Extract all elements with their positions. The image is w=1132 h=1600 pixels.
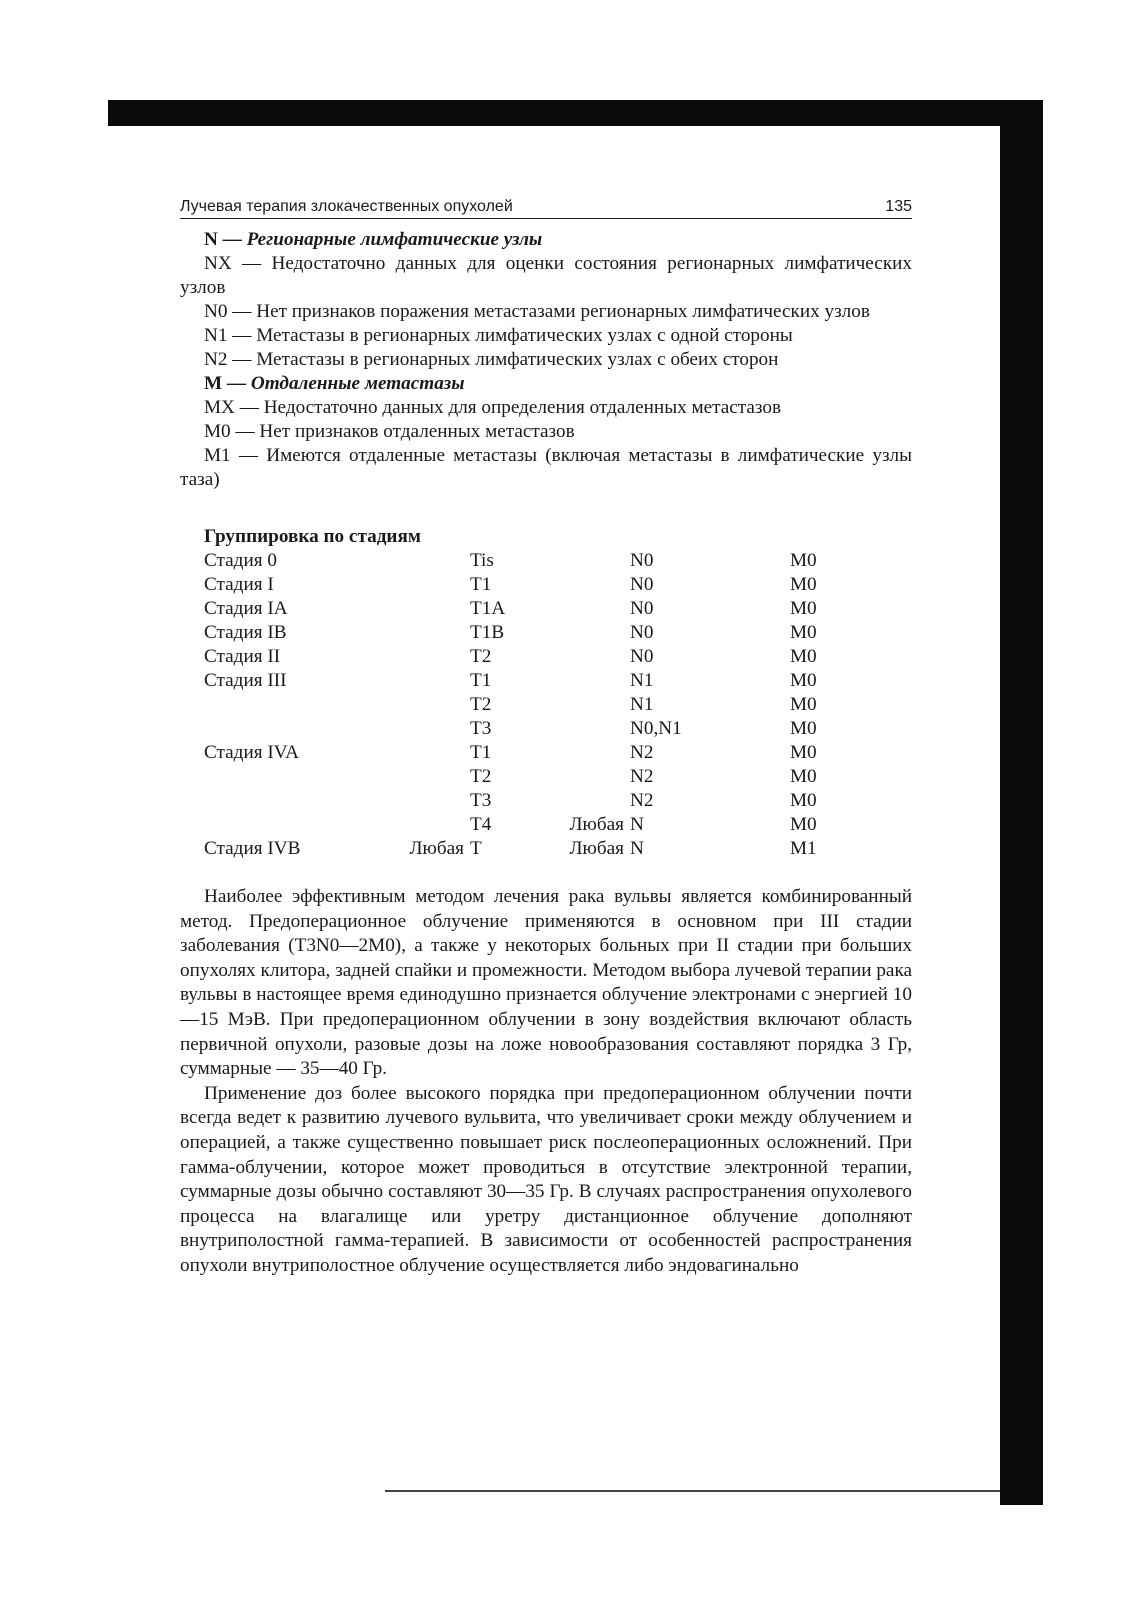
table-row (204, 645, 850, 669)
n-cell: N (630, 838, 644, 859)
n-cell: N2 (630, 790, 654, 811)
n-prefix-cell: Любая (569, 838, 624, 859)
n-cell: N0 (630, 574, 654, 595)
m-cell: M0 (790, 550, 817, 571)
n-cell: N2 (630, 766, 654, 787)
t-cell: T4 (470, 814, 492, 835)
t-prefix-cell (384, 789, 470, 813)
page-number: 135 (885, 198, 912, 215)
stage-cell (204, 765, 384, 789)
definition-item: N0 — Нет признаков поражения метастазами регионарных лимфатических узлов (204, 301, 870, 322)
m-cell: M0 (790, 694, 817, 715)
t-cell: T1 (470, 574, 492, 595)
n-cell: N0 (630, 622, 654, 643)
table-row (204, 837, 850, 861)
n-prefix-cell (554, 765, 630, 789)
m-cell: M0 (790, 766, 817, 787)
n-prefix-cell (554, 741, 630, 765)
t-prefix-cell (384, 693, 470, 717)
paragraph: Применение доз более высокого порядка при предоперационном облучении почти всегда ведет к развитию лучевого вульвита, что увеличивает сроки между облучением и операцией, а также существенно повышает риск послеоперационных осложнений. При гамма-облучении, которое может проводиться в отсутствие электронной терапии, суммарные дозы обычно составляют 30—35 Гр. В случаях распространения опухолевого процесса на влагалище или уретру дистанционное облучение дополняют внутриполостной гамма-терапией. В зависимости от особенностей распространения опухоли внутриполостное облучение осуществляется либо эндовагинально (180, 1082, 912, 1276)
m-heading: M — Отдаленные метастазы (204, 373, 465, 394)
stage-cell: Стадия IVB (204, 838, 301, 859)
n-prefix-cell (554, 549, 630, 573)
stage-cell: Стадия II (204, 646, 281, 667)
n-cell: N0,N1 (630, 718, 682, 739)
table-row (204, 717, 850, 741)
t-cell: T3 (470, 718, 492, 739)
n-prefix-cell: Любая (569, 814, 624, 835)
stage-cell (204, 789, 384, 813)
stage-cell: Стадия IB (204, 622, 287, 643)
t-prefix-cell (384, 645, 470, 669)
stage-cell (204, 693, 384, 717)
t-cell: T3 (470, 790, 492, 811)
n-cell: N1 (630, 670, 654, 691)
t-prefix-cell (384, 573, 470, 597)
n-prefix-cell (554, 645, 630, 669)
t-cell: T1A (470, 598, 506, 619)
n-cell: N (630, 814, 644, 835)
t-cell: Tis (470, 550, 494, 571)
m-cell: M0 (790, 622, 817, 643)
table-row (204, 741, 850, 765)
m-cell: M0 (790, 574, 817, 595)
table-row (204, 693, 850, 717)
running-title: Лучевая терапия злокачественных опухолей (180, 198, 513, 215)
t-prefix-cell (384, 621, 470, 645)
stage-cell: Стадия III (204, 670, 287, 691)
stage-cell (204, 717, 384, 741)
t-cell: T2 (470, 646, 492, 667)
t-cell: T1 (470, 742, 492, 763)
definition-item: N2 — Метастазы в регионарных лимфатических узлах с обеих сторон (204, 349, 779, 370)
t-prefix-cell (384, 717, 470, 741)
t-cell: T (470, 838, 482, 859)
t-cell: T1 (470, 670, 492, 691)
paragraph: Наиболее эффективным методом лечения рака вульвы является комбинированный метод. Предоперационное облучение применяются в основном при III стадии заболевания (T3N0—2M0), а также у некоторых больных при II стадии при больших опухолях клитора, задней спайки и промежности. Методом выбора лучевой терапии рака вульвы в настоящее время единодушно признается облучение электронами с энергией 10—15 МэВ. При предоперационном облучении в зону воздействия включают область первичной опухоли, разовые дозы на ложе новообразования составляют порядка 3 Гр, суммарные — 35—40 Гр. (180, 886, 912, 1080)
m-cell: M0 (790, 742, 817, 763)
n-prefix-cell (554, 669, 630, 693)
table-row (204, 813, 850, 837)
n-prefix-cell (554, 789, 630, 813)
n-cell: N0 (630, 598, 654, 619)
book-page (180, 198, 912, 1279)
scan-border-right (1000, 100, 1043, 1505)
staging-table (204, 549, 850, 861)
stage-cell (204, 813, 384, 837)
scan-edge-bottom (385, 1490, 1000, 1492)
n-cell: N2 (630, 742, 654, 763)
t-cell: T1B (470, 622, 505, 643)
t-cell: T2 (470, 694, 492, 715)
n-prefix-cell (554, 573, 630, 597)
t-prefix-cell (384, 741, 470, 765)
scan-border-top (108, 100, 1043, 126)
table-row (204, 573, 850, 597)
stage-cell: Стадия IVA (204, 742, 299, 763)
n-prefix-cell (554, 621, 630, 645)
t-prefix-cell (384, 765, 470, 789)
m-cell: M0 (790, 718, 817, 739)
table-row (204, 549, 850, 573)
stage-cell: Стадия 0 (204, 550, 277, 571)
n-cell: N0 (630, 646, 654, 667)
n-prefix-cell (554, 693, 630, 717)
n-cell: N0 (630, 550, 654, 571)
stage-cell: Стадия I (204, 574, 274, 595)
m-cell: M0 (790, 646, 817, 667)
n-heading: N — Регионарные лимфатические узлы (204, 229, 543, 250)
m-cell: M0 (790, 670, 817, 691)
table-row (204, 789, 850, 813)
table-row (204, 669, 850, 693)
n-cell: N1 (630, 694, 654, 715)
m-cell: M0 (790, 814, 817, 835)
t-prefix-cell: Любая (409, 838, 464, 859)
table-row (204, 597, 850, 621)
table-row (204, 621, 850, 645)
stage-cell: Стадия IA (204, 598, 288, 619)
body-text (180, 885, 912, 1279)
staging-title: Группировка по стадиям (204, 526, 421, 547)
definition-item: NX — Недостаточно данных для оценки состояния регионарных лимфатических узлов (180, 253, 912, 298)
t-prefix-cell (384, 597, 470, 621)
definition-item: M1 — Имеются отдаленные метастазы (включая метастазы в лимфатические узлы таза) (180, 445, 912, 490)
t-cell: T2 (470, 766, 492, 787)
table-row (204, 765, 850, 789)
tnm-definitions (180, 228, 912, 492)
t-prefix-cell (384, 549, 470, 573)
t-prefix-cell (384, 669, 470, 693)
n-prefix-cell (554, 597, 630, 621)
definition-item: M0 — Нет признаков отдаленных метастазов (204, 421, 575, 442)
m-cell: M1 (790, 838, 817, 859)
running-header (180, 198, 912, 219)
t-prefix-cell (384, 813, 470, 837)
definition-item: MX — Недостаточно данных для определения отдаленных метастазов (204, 397, 782, 418)
n-prefix-cell (554, 717, 630, 741)
m-cell: M0 (790, 598, 817, 619)
definition-item: N1 — Метастазы в регионарных лимфатических узлах с одной стороны (204, 325, 793, 346)
m-cell: M0 (790, 790, 817, 811)
